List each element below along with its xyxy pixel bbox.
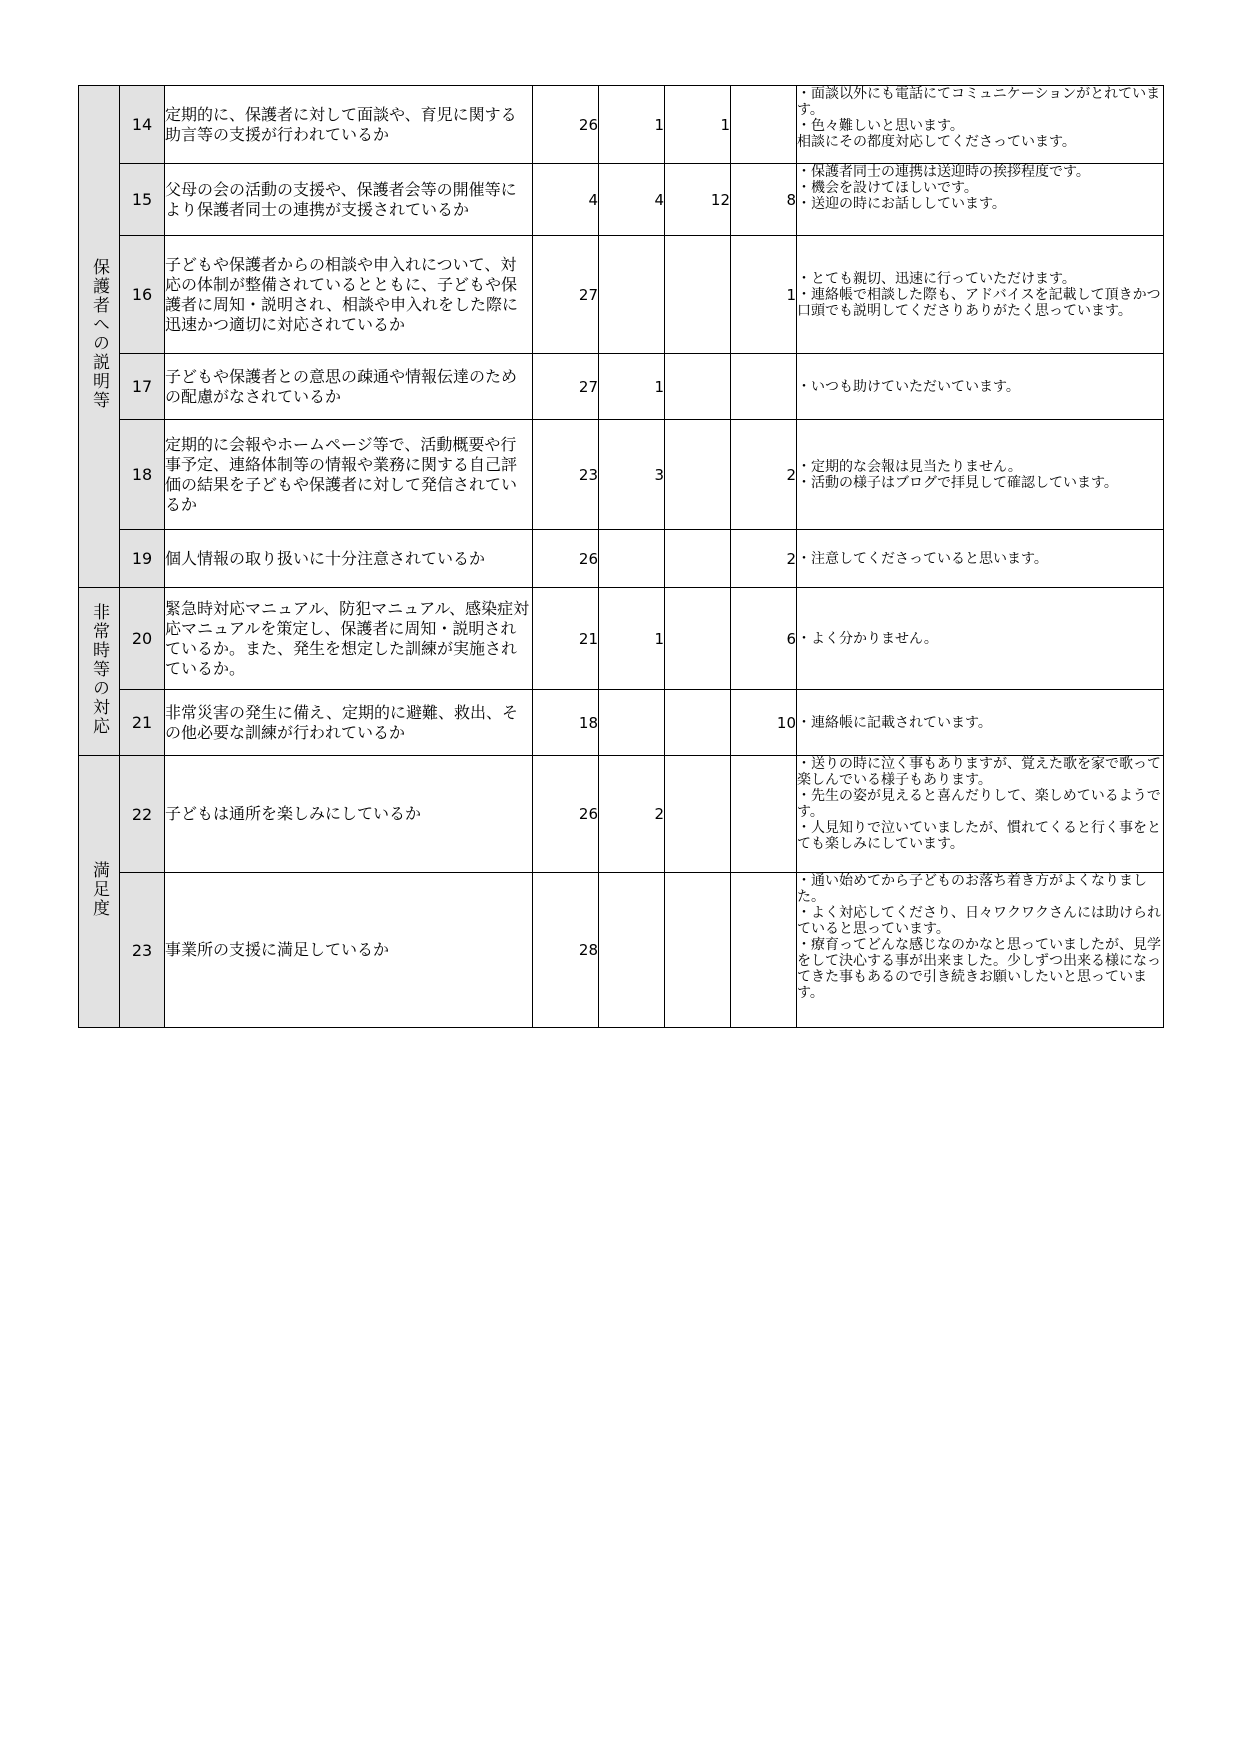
category-satisfaction [79, 756, 120, 1028]
count-unknown: 2 [731, 420, 797, 530]
count-no [665, 354, 731, 420]
count-unknown: 6 [731, 588, 797, 690]
comment-cell [797, 690, 1164, 756]
comment-cell [797, 86, 1164, 164]
item-number: 18 [120, 420, 165, 530]
item-number: 17 [120, 354, 165, 420]
table-row [79, 756, 1164, 873]
count-no [665, 756, 731, 873]
table-row [79, 530, 1164, 588]
question-text: 事業所の支援に満足しているか [165, 873, 533, 1028]
item-number: 20 [120, 588, 165, 690]
count-somewhat: 1 [599, 86, 665, 164]
table-row [79, 236, 1164, 354]
question-text: 定期的に、保護者に対して面談や、育児に関する助言等の支援が行われているか [165, 86, 533, 164]
comment-line: ・色々難しいと思います。 [797, 118, 964, 134]
comment-line: ・定期的な会報は見当たりません。 [797, 458, 1022, 475]
item-number: 23 [120, 873, 165, 1028]
count-somewhat [599, 690, 665, 756]
question-text: 父母の会の活動の支援や、保護者会等の開催等により保護者同士の連携が支援されているか [165, 164, 533, 236]
comment-line: ・よく分かりません。 [797, 630, 938, 647]
table-row [79, 86, 1164, 164]
item-number: 15 [120, 164, 165, 236]
comment-cell [797, 164, 1164, 236]
count-yes: 26 [533, 86, 599, 164]
comment-cell [797, 873, 1164, 1028]
count-somewhat: 2 [599, 756, 665, 873]
category-label: 保護者への説明等 [89, 257, 109, 410]
table-row [79, 588, 1164, 690]
count-somewhat [599, 236, 665, 354]
count-yes: 23 [533, 420, 599, 530]
table-row [79, 164, 1164, 236]
count-unknown: 10 [731, 690, 797, 756]
comment-cell [797, 354, 1164, 420]
item-number: 14 [120, 86, 165, 164]
comment-line: ・連絡帳に記載されています。 [797, 714, 992, 731]
count-yes: 18 [533, 690, 599, 756]
comment-cell [797, 530, 1164, 588]
comment-line: ・連絡帳で相談した際も、アドバイスを記載して頂きかつ口頭でも説明してくださりありがたく思っています。 [797, 286, 1161, 319]
count-unknown [731, 86, 797, 164]
category-label: 満足度 [89, 861, 109, 918]
comment-line: ・療育ってどんな感じなのかなと思っていましたが、見学をして決心する事が出来ました。少しずつ出来る様になってきた事もあるので引き続きお願いしたいと思っています。 [797, 937, 1161, 1001]
count-no: 1 [665, 86, 731, 164]
count-no [665, 530, 731, 588]
question-text: 子どもは通所を楽しみにしているか [165, 756, 533, 873]
count-unknown [731, 756, 797, 873]
comment-cell [797, 420, 1164, 530]
question-text: 緊急時対応マニュアル、防犯マニュアル、感染症対応マニュアルを策定し、保護者に周知・説明されているか。また、発生を想定した訓練が実施されているか。 [165, 588, 533, 690]
item-number: 19 [120, 530, 165, 588]
count-somewhat: 4 [599, 164, 665, 236]
comment-line: ・面談以外にも電話にてコミュニケーションがとれています。 [797, 86, 1161, 118]
item-number: 22 [120, 756, 165, 873]
item-number: 21 [120, 690, 165, 756]
comment-cell [797, 588, 1164, 690]
count-no: 12 [665, 164, 731, 236]
count-somewhat: 1 [599, 588, 665, 690]
category-label: 非常時等の対応 [89, 603, 109, 736]
table-row [79, 690, 1164, 756]
comment-line: ・送迎の時にお話ししています。 [797, 196, 1006, 212]
count-unknown: 1 [731, 236, 797, 354]
count-yes: 28 [533, 873, 599, 1028]
question-text: 子どもや保護者との意思の疎通や情報伝達のための配慮がなされているか [165, 354, 533, 420]
count-yes: 26 [533, 530, 599, 588]
comment-line: ・通い始めてから子どものお落ち着き方がよくなりました。 [797, 873, 1147, 905]
comment-line: ・よく対応してくださり、日々ワクワクさんには助けられていると思っています。 [797, 905, 1161, 937]
count-no [665, 420, 731, 530]
item-number: 16 [120, 236, 165, 354]
count-unknown [731, 873, 797, 1028]
comment-line: ・いつも助けていただいています。 [797, 378, 1020, 395]
question-text: 個人情報の取り扱いに十分注意されているか [165, 530, 533, 588]
comment-line: ・送りの時に泣く事もありますが、覚えた歌を家で歌って楽しんでいる様子もあります。 [797, 756, 1161, 788]
category-emergency [79, 588, 120, 756]
category-explanation [79, 86, 120, 588]
table-row [79, 420, 1164, 530]
question-text: 定期的に会報やホームページ等で、活動概要や行事予定、連絡体制等の情報や業務に関する自己評価の結果を子どもや保護者に対して発信されているか [165, 420, 533, 530]
count-somewhat: 1 [599, 354, 665, 420]
comment-line: ・とても親切、迅速に行っていただけます。 [797, 270, 1076, 287]
count-yes: 26 [533, 756, 599, 873]
count-unknown: 8 [731, 164, 797, 236]
table-row [79, 354, 1164, 420]
count-unknown [731, 354, 797, 420]
count-no [665, 873, 731, 1028]
count-no [665, 690, 731, 756]
count-yes: 4 [533, 164, 599, 236]
comment-line: ・人見知りで泣いていましたが、慣れてくると行く事をとても楽しみにしています。 [797, 820, 1161, 852]
comment-line: ・機会を設けてほしいです。 [797, 180, 978, 196]
comment-cell [797, 236, 1164, 354]
count-yes: 21 [533, 588, 599, 690]
count-no [665, 588, 731, 690]
comment-line: ・先生の姿が見えると喜んだりして、楽しめているようです。 [797, 788, 1161, 820]
count-unknown: 2 [731, 530, 797, 588]
comment-line: ・保護者同士の連携は送迎時の挨拶程度です。 [797, 164, 1090, 180]
question-text: 子どもや保護者からの相談や申入れについて、対応の体制が整備されているとともに、子どもや保護者に周知・説明され、相談や申入れをした際に迅速かつ適切に対応されているか [165, 236, 533, 354]
count-yes: 27 [533, 354, 599, 420]
count-somewhat [599, 530, 665, 588]
count-no [665, 236, 731, 354]
survey-table [78, 85, 1164, 1028]
table-row [79, 873, 1164, 1028]
comment-line: 相談にその都度対応してくださっています。 [797, 134, 1076, 150]
question-text: 非常災害の発生に備え、定期的に避難、救出、その他必要な訓練が行われているか [165, 690, 533, 756]
comment-line: ・活動の様子はブログで拝見して確認しています。 [797, 474, 1118, 491]
count-somewhat: 3 [599, 420, 665, 530]
comment-cell [797, 756, 1164, 873]
count-yes: 27 [533, 236, 599, 354]
comment-line: ・注意してくださっていると思います。 [797, 550, 1048, 567]
count-somewhat [599, 873, 665, 1028]
